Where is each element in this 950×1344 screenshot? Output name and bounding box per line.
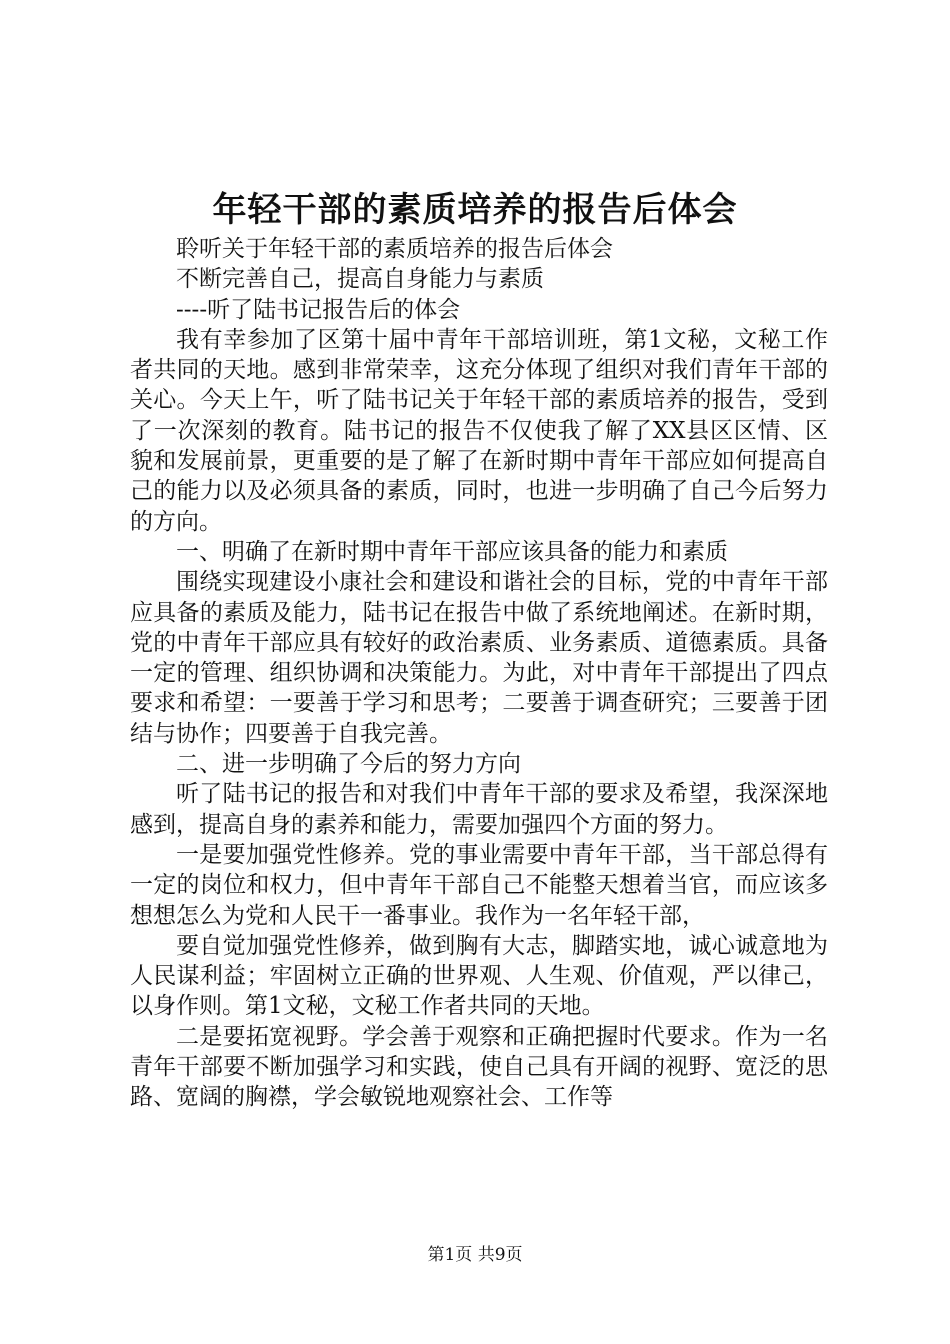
paragraph-heading-main: 不断完善自己，提高自身能力与素质 <box>176 266 544 293</box>
paragraph-point-1: 一是要加强党性修养。党的事业需要中青年干部，当干部总得有一定的岗位和权力，但中青年干部自己不能整天想着当官，而应该多想想怎么为党和人民干一番事业。我作为一名年轻干部， <box>130 841 828 929</box>
document-title: 年轻干部的素质培养的报告后体会 <box>212 190 738 230</box>
paragraph-intro: 我有幸参加了区第十届中青年干部培训班，第1文秘，文秘工作者共同的天地。感到非常荣幸，这充分体现了组织对我们青年干部的关心。今天上午，听了陆书记关于年轻干部的素质培养的报告，受到了一次深刻的教育。陆书记的报告不仅使我了解了XX县区区情、区貌和发展前景，更重要的是了解了在新时期中青年干部应如何提高自己的能力以及必须具备的素质，同时，也进一步明确了自己今后努力的方向。 <box>130 326 828 535</box>
document-body <box>130 234 828 1113</box>
paragraph-section-1-heading: 一、明确了在新时期中青年干部应该具备的能力和素质 <box>176 538 728 565</box>
paragraph-point-2: 二是要拓宽视野。学会善于观察和正确把握时代要求。作为一名青年干部要不断加强学习和实践，使自己具有开阔的视野、宽泛的思路、宽阔的胸襟，学会敏锐地观察社会、工作等 <box>130 1023 828 1111</box>
paragraph-section-1-body: 围绕实现建设小康社会和建设和谐社会的目标，党的中青年干部应具备的素质及能力，陆书记在报告中做了系统地阐述。在新时期，党的中青年干部应具有较好的政治素质、业务素质、道德素质。具备一定的管理、组织协调和决策能力。为此，对中青年干部提出了四点要求和希望：一要善于学习和思考；二要善于调查研究；三要善于团结与协作；四要善于自我完善。 <box>130 569 828 747</box>
paragraph-section-2-heading: 二、进一步明确了今后的努力方向 <box>176 751 521 778</box>
paragraph-section-2-intro: 听了陆书记的报告和对我们中青年干部的要求及希望，我深深地感到，提高自身的素养和能力，需要加强四个方面的努力。 <box>130 781 828 838</box>
page-number-footer: 第1页 共9页 <box>427 1245 523 1265</box>
paragraph-point-1-cont: 要自觉加强党性修养，做到胸有大志，脚踏实地，诚心诚意地为人民谋利益；牢固树立正确的世界观、人生观、价值观，严以律己，以身作则。第1文秘，文秘工作者共同的天地。 <box>130 932 828 1020</box>
paragraph-subtitle: 聆听关于年轻干部的素质培养的报告后体会 <box>176 236 613 262</box>
paragraph-byline: ----听了陆书记报告后的体会 <box>176 296 461 323</box>
